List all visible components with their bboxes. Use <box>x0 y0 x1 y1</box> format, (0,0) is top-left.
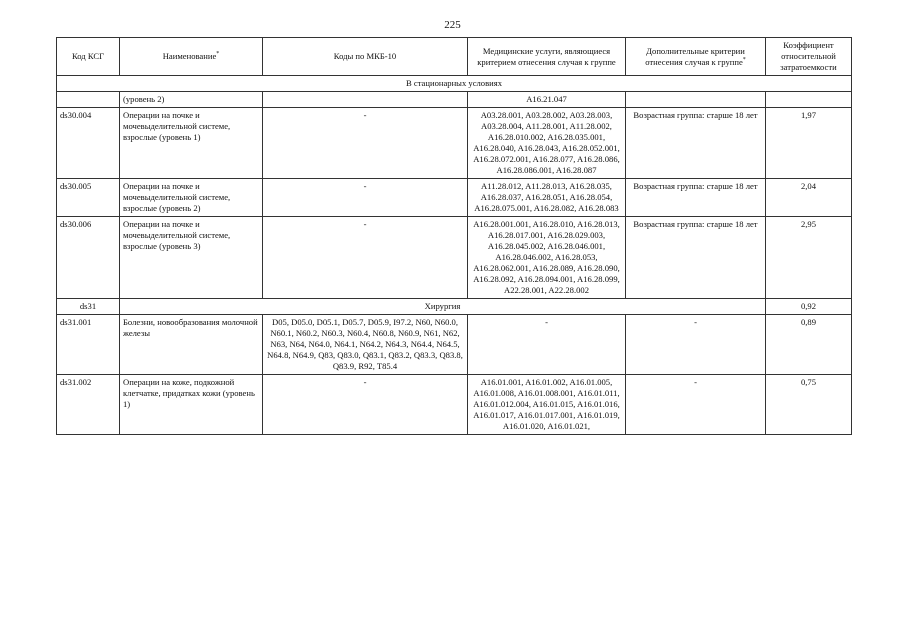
cell-name: Операции на почке и мочевыделительной системе, взрослые (уровень 1) <box>120 108 263 179</box>
header-services: Медицинские услуги, являющиеся критерием отнесения случая к группе <box>468 38 626 76</box>
cell-mkb: - <box>263 375 468 435</box>
cell-code: ds31.001 <box>57 315 120 375</box>
page-number: 225 <box>444 19 461 31</box>
cell-mkb: - <box>263 108 468 179</box>
group-title: Хирургия <box>120 299 766 315</box>
table-row <box>57 92 852 108</box>
cell-mkb: D05, D05.0, D05.1, D05.7, D05.9, I97.2, N60, N60.0, N60.1, N60.2, N60.3, N60.4, N60.8, N60.9, N61, N62, N63, N64, N64.0, N64.1, N64.2, N64.3, N64.4, N64.5, N64.8, N64.9, Q83, Q83.0, Q83.1, Q83.2, Q83.3, Q83.8, Q83.9, R92, T85.4 <box>263 315 468 375</box>
cell-code: ds30.005 <box>57 179 120 217</box>
table-row <box>57 108 852 179</box>
header-row <box>57 38 852 76</box>
header-criteria: Дополнительные критерии отнесения случая к группе* <box>626 38 766 76</box>
cell-name: Операции на почке и мочевыделительной системе, взрослые (уровень 3) <box>120 217 263 299</box>
cell-coef: 2,04 <box>766 179 852 217</box>
header-code: Код КСГ <box>57 38 120 76</box>
cell-coef: 0,89 <box>766 315 852 375</box>
cell-name: (уровень 2) <box>120 92 263 108</box>
cell-services: - <box>468 315 626 375</box>
cell-criteria: - <box>626 315 766 375</box>
group-row <box>57 299 852 315</box>
cell-code: ds30.006 <box>57 217 120 299</box>
cell-code: ds31.002 <box>57 375 120 435</box>
cell-criteria: - <box>626 375 766 435</box>
cell-code <box>57 92 120 108</box>
section-row <box>57 76 852 92</box>
cell-coef: 0,75 <box>766 375 852 435</box>
ksg-table <box>56 37 852 435</box>
cell-criteria: Возрастная группа: старше 18 лет <box>626 108 766 179</box>
cell-criteria <box>626 92 766 108</box>
group-coef: 0,92 <box>766 299 852 315</box>
cell-mkb: - <box>263 179 468 217</box>
header-name: Наименование* <box>120 38 263 76</box>
cell-mkb: - <box>263 217 468 299</box>
section-title: В стационарных условиях <box>57 76 852 92</box>
cell-services: A16.28.001.001, A16.28.010, A16.28.013, A16.28.017.001, A16.28.029.003, A16.28.045.002, A16.28.046.001, A16.28.046.002, A16.28.053, A16.28.062.001, A16.28.089, A16.28.090, A16.28.092, A16.28.094.001, A16.28.099, A22.28.001, A22.28.002 <box>468 217 626 299</box>
cell-coef: 2,95 <box>766 217 852 299</box>
cell-mkb <box>263 92 468 108</box>
cell-name: Операции на почке и мочевыделительной системе, взрослые (уровень 2) <box>120 179 263 217</box>
cell-code: ds30.004 <box>57 108 120 179</box>
group-code: ds31 <box>57 299 120 315</box>
table-row <box>57 375 852 435</box>
cell-name: Операции на коже, подкожной клетчатке, придатках кожи (уровень 1) <box>120 375 263 435</box>
cell-criteria: Возрастная группа: старше 18 лет <box>626 217 766 299</box>
cell-services: A16.01.001, A16.01.002, A16.01.005, A16.01.008, A16.01.008.001, A16.01.011, A16.01.012.004, A16.01.015, A16.01.016, A16.01.017, A16.01.017.001, A16.01.019, A16.01.020, A16.01.021, <box>468 375 626 435</box>
cell-coef: 1,97 <box>766 108 852 179</box>
cell-services: A11.28.012, A11.28.013, A16.28.035, A16.28.037, A16.28.051, A16.28.054, A16.28.075.001, A16.28.082, A16.28.083 <box>468 179 626 217</box>
header-coef: Коэффициент относительной затратоемкости <box>766 38 852 76</box>
header-mkb: Коды по МКБ-10 <box>263 38 468 76</box>
cell-coef <box>766 92 852 108</box>
table-row <box>57 179 852 217</box>
table-row <box>57 315 852 375</box>
cell-name: Болезни, новообразования молочной железы <box>120 315 263 375</box>
cell-services: A03.28.001, A03.28.002, A03.28.003, A03.28.004, A11.28.001, A11.28.002, A16.28.010.002, A16.28.035.001, A16.28.040, A16.28.043, A16.28.052.001, A16.28.072.001, A16.28.077, A16.28.086, A16.28.086.001, A16.28.087 <box>468 108 626 179</box>
cell-criteria: Возрастная группа: старше 18 лет <box>626 179 766 217</box>
table-row <box>57 217 852 299</box>
cell-services: A16.21.047 <box>468 92 626 108</box>
